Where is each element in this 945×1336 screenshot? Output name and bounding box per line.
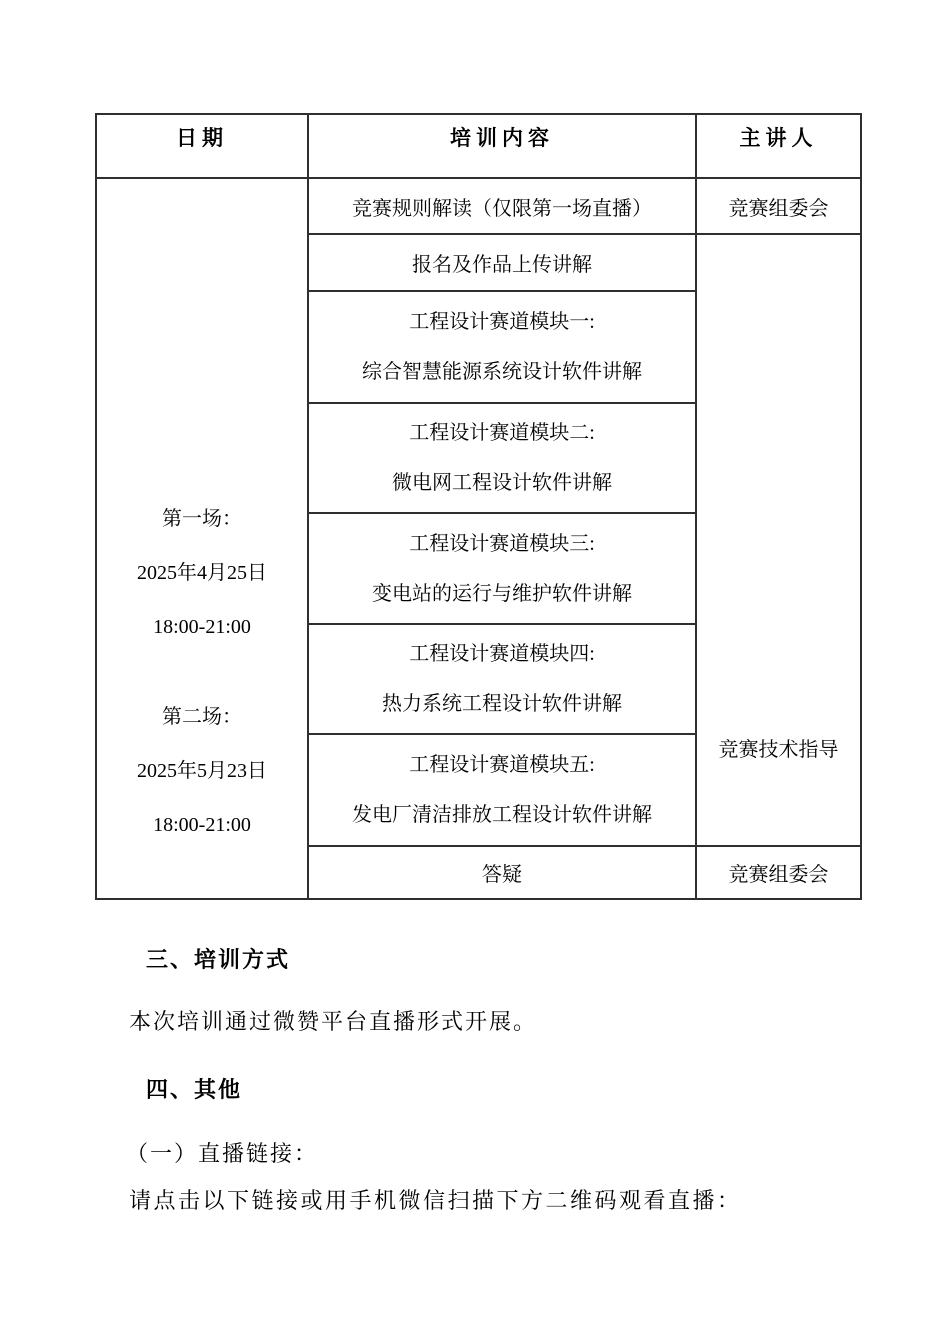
training-method-paragraph: 本次培训通过微赞平台直播形式开展。 [129, 1009, 538, 1034]
module-5-detail: 发电厂清洁排放工程设计软件讲解 [352, 804, 652, 826]
date-cell [96, 178, 308, 899]
live-link-instruction: 请点击以下链接或用手机微信扫描下方二维码观看直播： [129, 1188, 742, 1213]
module-1-detail: 综合智慧能源系统设计软件讲解 [362, 361, 642, 383]
module-2-detail: 微电网工程设计软件讲解 [392, 472, 612, 494]
module-3-title: 工程设计赛道模块三: [409, 532, 595, 555]
table-row [96, 178, 861, 234]
speaker-cell-committee-1: 竞赛组委会 [696, 178, 861, 234]
session2-label: 第二场： [162, 705, 242, 728]
date-cell-content [97, 492, 307, 852]
module-5-title: 工程设计赛道模块五: [409, 754, 595, 776]
content-cell-module-3 [308, 513, 696, 624]
module-4-detail: 热力系统工程设计软件讲解 [382, 693, 622, 715]
content-cell-module-5 [308, 734, 696, 846]
speaker-merged-label: 竞赛技术指导 [718, 738, 839, 761]
section-heading-training-method: 三、培训方式 [146, 947, 291, 972]
session2-date: 2025年5月23日 [137, 759, 267, 782]
table-header-row [96, 114, 861, 178]
content-cell-rules: 竞赛规则解读（仅限第一场直播） [308, 178, 696, 234]
session1-time: 18:00-21:00 [153, 615, 251, 638]
content-cell-module-1 [308, 291, 696, 403]
content-cell-qa: 答疑 [308, 846, 696, 899]
module-1-title: 工程设计赛道模块一: [409, 311, 595, 333]
content-cell-module-4 [308, 624, 696, 734]
session1-date: 2025年4月25日 [137, 561, 267, 584]
section-heading-other: 四、其他 [146, 1077, 243, 1102]
column-header-content: 培训内容 [308, 114, 696, 178]
speaker-cell-technical-guidance [696, 234, 861, 846]
live-link-label: （一）直播链接： [126, 1141, 319, 1166]
column-header-speaker: 主讲人 [696, 114, 861, 178]
module-2-title: 工程设计赛道模块二: [409, 422, 595, 444]
content-cell-registration: 报名及作品上传讲解 [308, 234, 696, 291]
session2-time: 18:00-21:00 [153, 813, 251, 836]
training-schedule-table [95, 113, 862, 900]
session1-label: 第一场： [162, 507, 242, 530]
module-3-detail: 变电站的运行与维护软件讲解 [372, 582, 632, 605]
speaker-cell-committee-2: 竞赛组委会 [696, 846, 861, 899]
module-4-title: 工程设计赛道模块四: [409, 643, 595, 665]
content-cell-module-2 [308, 403, 696, 513]
column-header-date: 日期 [96, 114, 308, 178]
